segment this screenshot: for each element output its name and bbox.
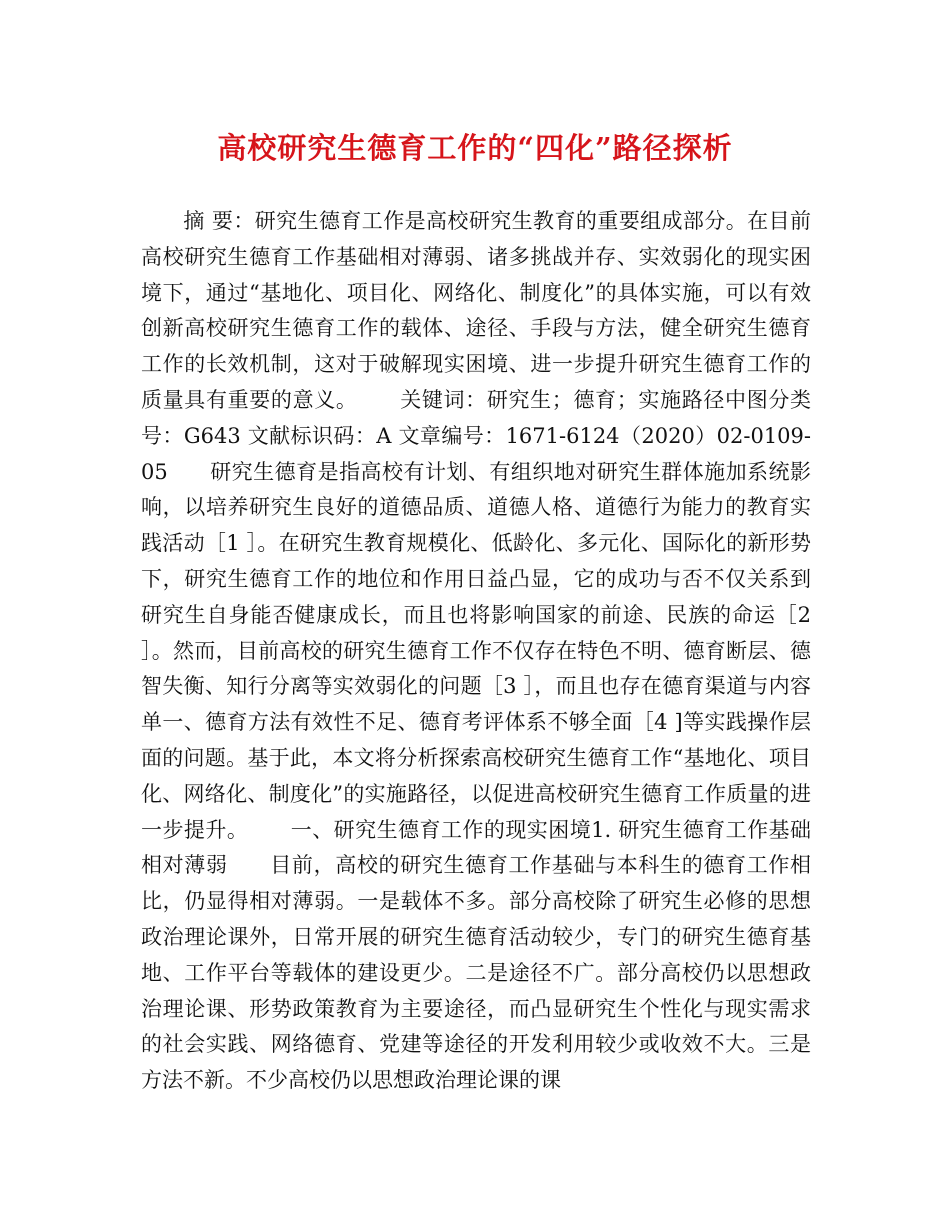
subsection-heading: 1. 研究生德育工作基础相对薄弱	[141, 817, 812, 878]
body-paragraph: 目前，高校的研究生德育工作基础与本科生的德育工作相比，仍显得相对薄弱。一是载体不多。部分高校除了研究生必修的思想政治理论课外，日常开展的研究生德育活动较少，专门的研究生德育基地、工作平台等载体的建设更少。二是途径不广。部分高校仍以思想政治理论课、形势政策教育为主要途径，而凸显研究生个性化与现实需求的社会实践、网络德育、党建等途径的开发利用较少或收效不大。三是方法不新。不少高校仍以思想政治理论课的课	[141, 853, 812, 1093]
intro-paragraph: 研究生德育是指高校有计划、有组织地对研究生群体施加系统影响，以培养研究生良好的道德品质、道德人格、道德行为能力的教育实践活动［1 ］。在研究生教育规模化、低龄化、多元化、国际化的新形势下，研究生德育工作的地位和作用日益凸显，它的成功与否不仅关系到研究生自身能否健康成长，而且也将影响国家的前途、民族的命运［2 ］。然而，目前高校的研究生德育工作不仅存在特色不明、德育断层、德智失衡、知行分离等实效弱化的问题［3 ］，而且也存在德育渠道与内容单一、德育方法有效性不足、德育考评体系不够全面［4 ]等实践操作层面的问题。基于此，本文将分析探索高校研究生德育工作“基地化、项目化、网络化、制度化”的实施路径，以促进高校研究生德育工作质量的进一步提升。	[141, 459, 811, 842]
keywords-paragraph: 关键词：研究生；德育；实施路径中图分类号：G643 文献标识码：A 文章编号：1671-6124（2020）02-0109-05	[141, 387, 812, 484]
document-body	[141, 204, 811, 1099]
section-heading: 一、研究生德育工作的现实困境	[290, 817, 592, 842]
document-title: 高校研究生德育工作的“四化”路径探析	[217, 131, 733, 165]
abstract-paragraph: 摘 要：研究生德育工作是高校研究生教育的重要组成部分。在目前高校研究生德育工作基础相对薄弱、诸多挑战并存、实效弱化的现实困境下，通过“基地化、项目化、网络化、制度化”的具体实施，可以有效创新高校研究生德育工作的载体、途径、手段与方法，健全研究生德育工作的长效机制，这对于破解现实困境、进一步提升研究生德育工作的质量具有重要的意义。	[141, 209, 811, 412]
